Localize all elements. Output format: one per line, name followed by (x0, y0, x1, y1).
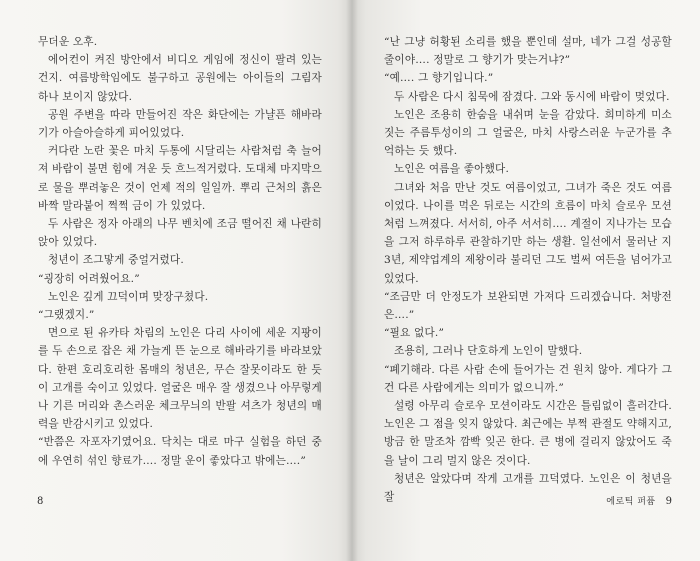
paragraph: 공원 주변을 따라 만들어진 작은 화단에는 가냘픈 해바라기가 아슬아슬하게 피어있었다. (38, 108, 322, 140)
paragraph: 청년이 조그맣게 중얼거렸다. (48, 254, 184, 267)
paragraph: 노인은 깊게 끄덕이며 맞장구쳤다. (48, 290, 209, 303)
paragraph: 에어컨이 켜진 방안에서 비디오 게임에 정신이 팔려 있는 건지. 여름방학임에도 불구하고 공원에는 아이들의 그림자 하나 보이지 않았다. (38, 54, 322, 103)
right-page (352, 0, 700, 561)
paragraph: 노인은 여름을 좋아했다. (394, 163, 510, 176)
paragraph: 노인은 조용히 한숨을 내쉬며 눈을 감았다. 희미하게 미소 짓는 주름투성이의 그 얼굴은, 마치 사랑스러운 누군가를 추억하는 듯 했다. (384, 108, 672, 158)
paragraph: 두 사람은 다시 침묵에 잠겼다. 그와 동시에 바람이 멎었다. (394, 90, 670, 103)
paragraph: 커다란 노란 꽃은 마치 두통에 시달리는 사람처럼 축 늘어져 바람이 불면 힘에 겨운 듯 흐느적거렸다. 도대체 마지막으로 물을 뿌려놓은 것이 언제 적의 일일까. 뿌리 근처의 흙은 바짝 말라붙어 쩍쩍 금이 가 있었다. (38, 145, 322, 212)
right-page-text (384, 33, 672, 506)
paragraph: 조용히, 그러나 단호하게 노인이 말했다. (394, 345, 583, 358)
running-head: 에로틱 퍼퓸 (606, 497, 656, 507)
paragraph: 무더운 오후. (38, 36, 98, 48)
dialogue-line: “폐기해라. 다른 사람 손에 들어가는 건 원치 않아. 게다가 그건 다른 사람에게는 의미가 없으니까.” (384, 363, 672, 394)
left-page-text (38, 33, 322, 470)
page-number-left: 8 (37, 496, 44, 507)
dialogue-line: “반쯤은 자포자기였어요. 닥치는 대로 마구 실험을 하던 중에 우연히 섞인 향료가…. 정말 운이 좋았다고 밖에는….” (38, 436, 322, 467)
paragraph: 면으로 된 유카타 차림의 노인은 다리 사이에 세운 지팡이를 두 손으로 잡은 채 가늘게 뜬 눈으로 해바라기를 바라보았다. 한편 호리호리한 몸매의 청년은, 무슨 잘못이라도 한 듯이 고개를 숙이고 있었다. 얼굴은 매우 잘 생겼으나 아무렇게나 기른 머리와 촌스러운 체크무늬의 반팔 셔츠가 청년의 매력을 반감시키고 있었다. (38, 327, 322, 431)
dialogue-line: “굉장히 어려웠어요.” (38, 272, 140, 285)
dialogue-line: “예…. 그 향기입니다.” (384, 72, 494, 85)
page-number-right: 9 (665, 496, 672, 507)
paragraph: 두 사람은 정자 아래의 나무 벤치에 조금 떨어진 채 나란히 앉아 있었다. (38, 218, 322, 249)
paragraph: 설령 아무리 슬로우 모션이라도 시간은 틀림없이 흘러간다. 노인은 그 점을 잊지 않았다. 최근에는 부쩍 관절도 약해지고, 방금 한 말조차 깜빡 잊곤 한다. 큰 병에 걸리지 않았어도 죽을 날이 그리 멀지 않은 것이다. (384, 400, 672, 467)
page-footer-right (606, 494, 672, 507)
dialogue-line: “필요 없다.” (384, 327, 445, 340)
paragraph: 그녀와 처음 만난 것도 여름이었고, 그녀가 죽은 것도 여름이었다. 나이를 먹은 뒤로는 시간의 흐름이 마치 슬로우 모션처럼 느껴졌다. 서서히, 아주 서서히…. 계절이 지나가는 모습을 그저 하루하루 관찰하기만 하는 생활. 일선에서 물러난 지 3년, 제약업계의 제왕이라 불리던 그도 벌써 여든을 넘어가고 있었다. (384, 181, 672, 285)
book-gutter-shadow (346, 0, 358, 561)
paragraph: 청년은 알았다며 작게 고개를 끄덕였다. 노인은 이 청년을 잘 (384, 472, 672, 504)
dialogue-line: “조금만 더 안정도가 보완되면 가져다 드리겠습니다. 처방전은….” (384, 290, 672, 322)
dialogue-line: “난 그냥 허황된 소리를 했을 뿐인데 설마, 네가 그걸 성공할 줄이야…. 정말로 그 향기가 맞는거냐?” (384, 36, 672, 67)
dialogue-line: “그랬겠지.” (38, 309, 95, 322)
